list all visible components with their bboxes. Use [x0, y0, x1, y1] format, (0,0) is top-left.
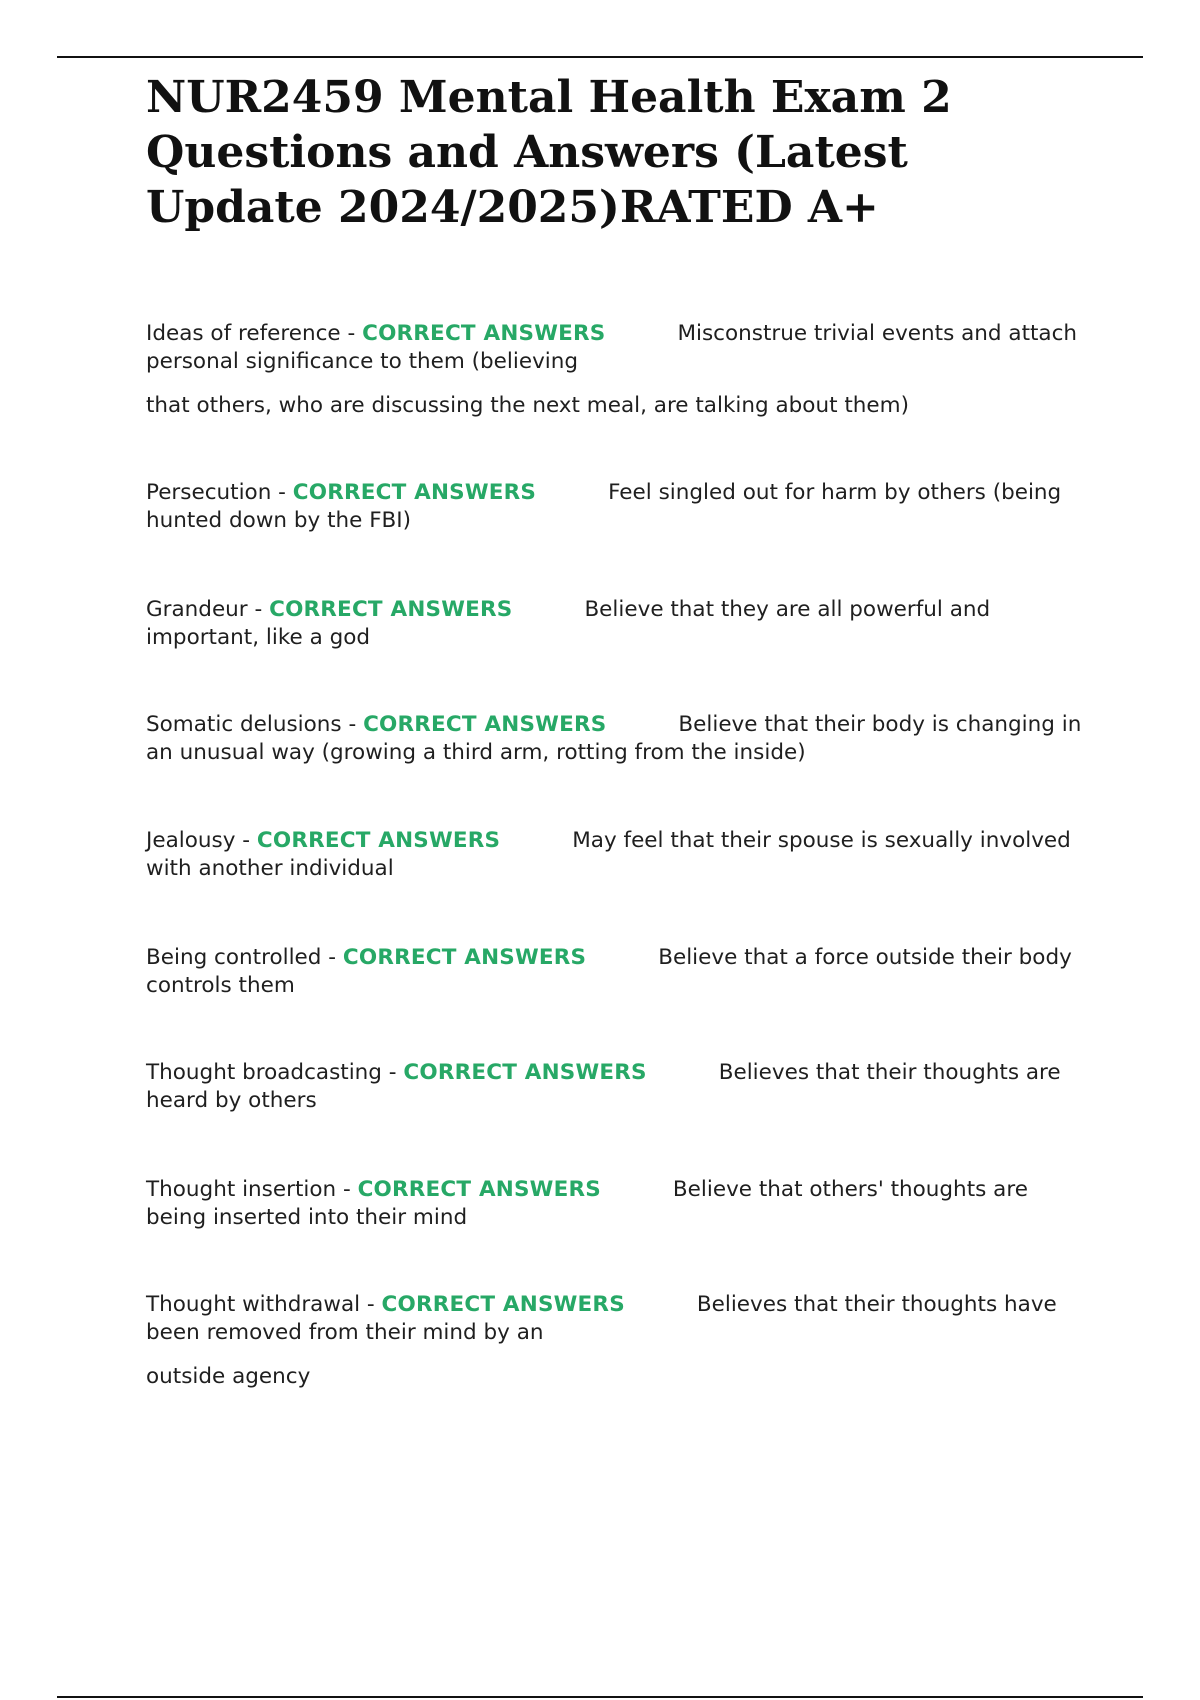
qa-item	[146, 596, 1091, 652]
bottom-divider	[57, 1696, 1143, 1698]
definition-continuation: that others, who are discussing the next meal, are talking about them)	[146, 393, 909, 418]
separator: -	[341, 712, 364, 737]
separator: -	[271, 480, 293, 505]
qa-line	[146, 711, 1091, 767]
qa-item	[146, 1291, 1091, 1391]
term: Somatic delusions	[146, 712, 342, 737]
definition: Believe that others' thoughts are being inserted into their mind	[146, 1177, 1028, 1230]
qa-line	[146, 479, 1091, 535]
qa-line	[146, 944, 1091, 1000]
term: Thought broadcasting	[146, 1060, 382, 1085]
qa-line	[146, 1059, 1091, 1115]
separator: -	[381, 1060, 404, 1085]
qa-line	[146, 320, 1091, 376]
answer-tag: CORRECT ANSWERS	[256, 828, 501, 853]
definition: Believe that they are all powerful and important, like a god	[146, 597, 991, 650]
definition-continuation: outside agency	[146, 1364, 311, 1389]
definition: Believe that a force outside their body controls them	[146, 945, 1072, 998]
term: Jealousy	[146, 828, 236, 853]
answer-tag: CORRECT ANSWERS	[357, 1177, 601, 1202]
answer-tag: CORRECT ANSWERS	[363, 712, 607, 737]
separator: -	[321, 945, 343, 970]
separator: -	[360, 1292, 382, 1317]
separator: -	[235, 828, 257, 853]
qa-item	[146, 827, 1091, 883]
term: Ideas of reference	[146, 321, 341, 346]
term: Thought withdrawal	[146, 1292, 361, 1317]
qa-item	[146, 1059, 1091, 1115]
definition: Feel singled out for harm by others (being hunted down by the FBI)	[146, 480, 1062, 533]
qa-line	[146, 1176, 1091, 1232]
qa-item	[146, 479, 1091, 535]
term: Thought insertion	[146, 1177, 337, 1202]
qa-line	[146, 596, 1091, 652]
definition: Misconstrue trivial events and attach personal significance to them (believing	[146, 321, 1078, 374]
definition: Believes that their thoughts have been removed from their mind by an	[146, 1292, 1057, 1345]
qa-line	[146, 827, 1091, 883]
top-divider	[57, 56, 1143, 58]
definition: Believes that their thoughts are heard by others	[146, 1060, 1061, 1113]
page-title: NUR2459 Mental Health Exam 2 Questions and Answers (Latest Update 2024/2025)RATED A+	[146, 72, 952, 233]
qa-item	[146, 711, 1091, 767]
definition: Believe that their body is changing in an unusual way (growing a third arm, rotting from the inside)	[146, 712, 1082, 765]
answer-tag: CORRECT ANSWERS	[403, 1060, 647, 1085]
answer-tag: CORRECT ANSWERS	[292, 480, 537, 505]
qa-line	[146, 1291, 1091, 1347]
qa-item	[146, 1176, 1091, 1232]
definition: May feel that their spouse is sexually involved with another individual	[146, 828, 1071, 881]
separator: -	[340, 321, 363, 346]
answer-tag: CORRECT ANSWERS	[342, 945, 587, 970]
term: Being controlled	[146, 945, 322, 970]
qa-item	[146, 320, 1091, 420]
term: Grandeur	[146, 597, 248, 622]
answer-tag: CORRECT ANSWERS	[269, 597, 513, 622]
separator: -	[247, 597, 270, 622]
term: Persecution	[146, 480, 272, 505]
answer-tag: CORRECT ANSWERS	[381, 1292, 625, 1317]
answer-tag: CORRECT ANSWERS	[362, 321, 606, 346]
separator: -	[336, 1177, 358, 1202]
qa-item	[146, 944, 1091, 1000]
